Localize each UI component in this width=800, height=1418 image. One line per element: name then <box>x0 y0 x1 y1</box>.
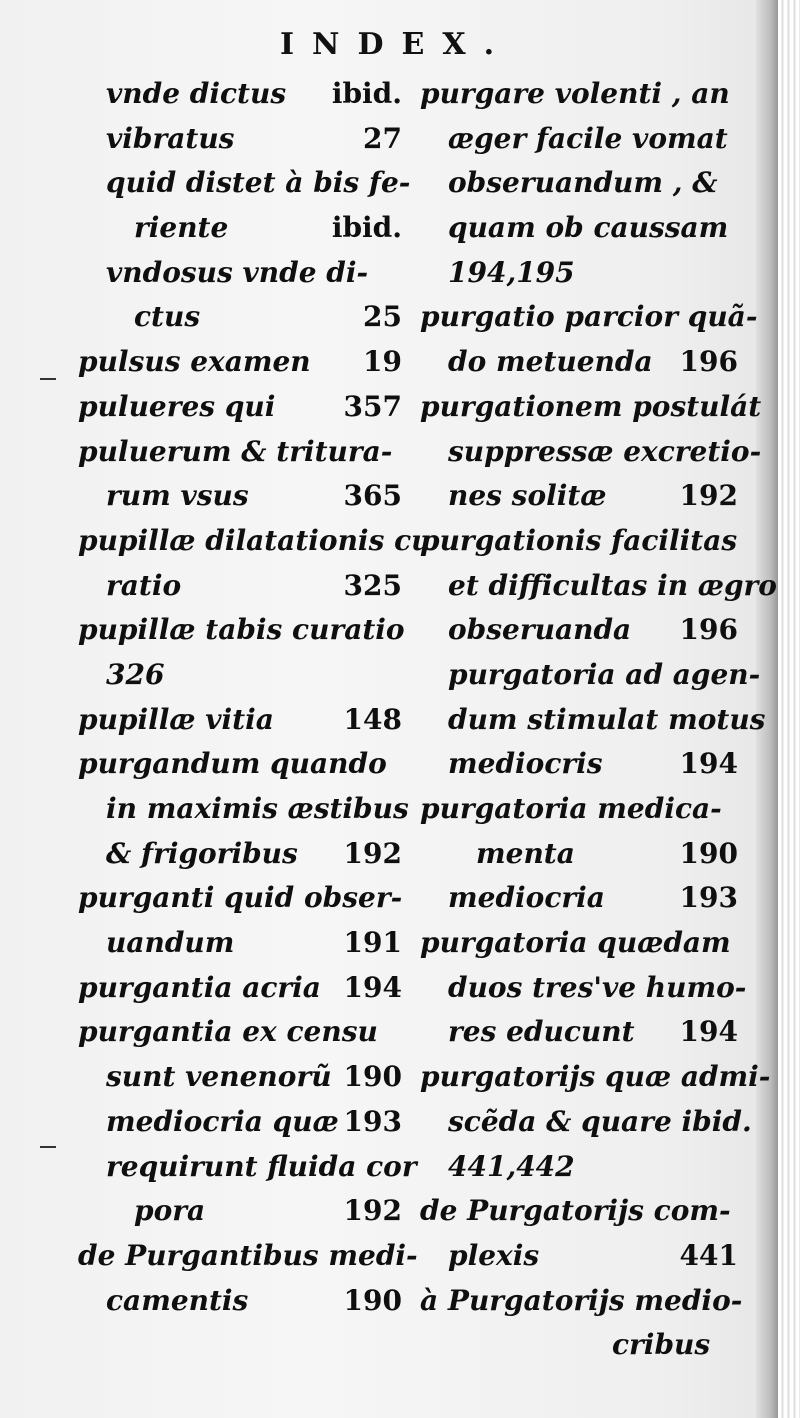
index-entry <box>412 72 738 117</box>
index-entry-text: pulueres qui <box>78 389 276 423</box>
index-entry-text: puluerum & tritura- <box>78 434 393 468</box>
index-entry <box>412 1234 738 1279</box>
index-entry-page: ibid. <box>331 77 402 110</box>
index-entry <box>412 742 738 787</box>
index-entry <box>70 608 405 653</box>
index-entry <box>412 206 738 251</box>
index-entry <box>412 474 738 519</box>
index-entry-page: 194 <box>343 970 402 1004</box>
index-entry <box>412 430 762 475</box>
index-entry <box>70 340 402 385</box>
index-entry <box>70 295 402 340</box>
index-entry <box>412 1279 743 1324</box>
index-entry-text: obseruanda <box>448 613 632 647</box>
index-entry <box>70 474 402 519</box>
index-entry-page: 148 <box>343 702 402 736</box>
index-entry-text: purgatorijs quæ admi- <box>420 1060 771 1094</box>
index-entry-page: ibid. <box>331 211 402 245</box>
index-entry-text: de Purgantibus medi- <box>78 1238 418 1272</box>
index-entry-page: 190 <box>679 836 738 870</box>
index-entry-text: riente <box>134 211 229 245</box>
index-entry-text: plexis <box>448 1238 540 1272</box>
index-entry-text: purgatoria quædam <box>420 926 731 960</box>
index-entry-text: suppressæ excretio- <box>448 434 762 468</box>
index-entry-text: et difficultas in ægro <box>448 568 777 602</box>
index-entry-page: 25 <box>363 300 402 334</box>
index-entry-page: 192 <box>343 1194 402 1228</box>
index-entry <box>70 787 409 832</box>
index-entry-page: 27 <box>363 121 402 155</box>
index-entry <box>412 161 738 206</box>
index-entry-text: mediocria quæ <box>106 1104 339 1138</box>
index-entry-page: 19 <box>363 345 402 379</box>
index-entry-text: dum stimulat motus <box>448 702 766 736</box>
index-entry-text: purgationis facilitas <box>420 523 738 557</box>
index-entry-text: mediocris <box>448 747 603 781</box>
index-entry <box>412 787 738 832</box>
index-entry-page: 190 <box>343 1060 402 1094</box>
index-entry-text: & frigoribus <box>106 836 298 870</box>
index-entry-text: pupillæ dilatationis cu <box>78 523 432 557</box>
index-entry-text: nes solitæ <box>448 479 607 513</box>
index-entry-text: purgandum quando <box>78 747 387 781</box>
index-entry-page: 192 <box>679 479 738 513</box>
page-edge-stack <box>778 0 800 1418</box>
index-entry-page: 191 <box>343 926 402 960</box>
index-entry <box>70 1010 402 1055</box>
index-entry <box>70 742 402 787</box>
index-entry <box>412 385 762 430</box>
index-entry-page: 365 <box>343 479 402 513</box>
index-entry-text: purgantia acria <box>78 970 321 1004</box>
index-entry-text: ctus <box>134 300 201 334</box>
index-entry <box>70 206 402 251</box>
index-entry <box>70 519 432 564</box>
index-entry-text: purgatoria medica- <box>420 792 722 825</box>
index-entry-text: menta <box>476 836 575 870</box>
index-entry-text: purgationem postulát <box>420 389 762 423</box>
index-entry <box>70 921 402 966</box>
index-entry-text: uandum <box>106 926 235 960</box>
index-entry <box>412 251 738 296</box>
index-entry-text: mediocria <box>448 881 605 915</box>
index-entry-text: quid distet à bis fe- <box>106 166 411 200</box>
index-entry <box>70 430 402 475</box>
index-entry <box>412 1010 738 1055</box>
index-entry-page: 192 <box>343 836 402 870</box>
index-entry <box>70 564 402 609</box>
index-entry-text: purganti quid obser- <box>78 881 403 915</box>
index-entry-text: do metuenda <box>448 345 653 379</box>
index-entry-text: 441,442 <box>448 1149 575 1183</box>
index-entry-page: 196 <box>679 345 738 379</box>
index-entry <box>412 966 747 1011</box>
index-entry-text: vndosus vnde di- <box>106 255 369 289</box>
index-entry-text: æger facile vomat <box>448 121 728 155</box>
index-entry <box>70 161 411 206</box>
margin-mark <box>40 378 56 380</box>
index-entry <box>412 653 761 698</box>
index-entry <box>412 1189 738 1234</box>
index-entry-text: vibratus <box>106 121 235 155</box>
index-entry-text: 194,195 <box>448 255 575 289</box>
index-entry <box>70 1234 418 1279</box>
index-entry <box>70 966 402 1011</box>
index-column-left <box>70 72 432 1412</box>
index-entry <box>412 921 738 966</box>
index-entry-page: 196 <box>679 613 738 647</box>
index-entry <box>412 1055 771 1100</box>
index-entry <box>70 251 402 296</box>
index-entry <box>412 608 738 653</box>
index-entry-text: pulsus examen <box>78 345 311 379</box>
index-entry <box>70 1279 402 1324</box>
index-entry-page: 357 <box>343 389 402 423</box>
index-entry-text: de Purgatorijs com- <box>420 1194 731 1228</box>
index-entry-text: duos tres've humo- <box>448 970 747 1004</box>
index-entry-text: pupillæ vitia <box>78 702 274 736</box>
index-entry <box>70 832 402 877</box>
index-entry-text: requirunt fluida cor <box>106 1149 417 1183</box>
index-entry-text: vnde dictus <box>106 77 287 110</box>
index-entry <box>70 72 402 117</box>
index-entry-text: sunt venenorũ <box>106 1060 332 1094</box>
index-entry-page: 325 <box>343 568 402 602</box>
index-entry <box>412 876 738 921</box>
index-entry-text: obseruandum , & <box>448 166 718 200</box>
index-entry-text: scẽda & quare ibid. <box>448 1104 752 1138</box>
index-entry <box>412 117 738 162</box>
index-entry-text: quam ob caussam <box>448 211 729 245</box>
margin-mark <box>40 1146 56 1148</box>
index-entry <box>412 564 777 609</box>
index-entry-page: 190 <box>343 1283 402 1317</box>
index-entry <box>70 1145 417 1190</box>
index-entry-text: camentis <box>106 1283 249 1317</box>
index-entry-text: purgatoria ad agen- <box>448 657 761 691</box>
index-entry <box>412 1100 752 1145</box>
index-column-right <box>412 72 777 1412</box>
index-entry <box>70 1189 402 1234</box>
index-entry <box>70 698 402 743</box>
index-entry-text: pora <box>134 1194 206 1228</box>
index-entry-page: 194 <box>679 747 738 781</box>
index-entry <box>70 1100 402 1145</box>
index-entry-text: purgare volenti , an <box>420 77 730 110</box>
index-entry-page: 441 <box>679 1238 738 1272</box>
index-entry <box>70 876 402 921</box>
index-entry-text: 326 <box>106 657 165 691</box>
index-entry <box>412 295 758 340</box>
index-entry-text: in maximis æstibus <box>106 792 409 825</box>
running-header: INDEX. <box>280 27 513 62</box>
index-entry <box>70 653 402 698</box>
index-entry <box>412 340 738 385</box>
index-entry-text: purgantia ex censu <box>78 1015 378 1049</box>
index-entry <box>412 832 738 877</box>
index-entry-text: res educunt <box>448 1015 635 1049</box>
index-entry-text: à Purgatorijs medio- <box>420 1283 743 1317</box>
index-entry <box>70 1055 402 1100</box>
index-entry <box>70 117 402 162</box>
index-entry-text: rum vsus <box>106 479 249 513</box>
index-entry <box>412 519 738 564</box>
index-entry-text: ratio <box>106 568 182 602</box>
index-entry <box>412 1145 738 1190</box>
index-entry <box>70 385 402 430</box>
index-entry-text: cribus <box>612 1328 711 1362</box>
index-entry-text: purgatio parcior quã- <box>420 300 758 334</box>
index-entry-text: pupillæ tabis curatio <box>78 613 405 647</box>
index-entry <box>412 698 766 743</box>
index-entry-page: 193 <box>679 881 738 915</box>
index-entry-page: 194 <box>679 1015 738 1049</box>
index-entry <box>412 1323 738 1368</box>
index-entry-page: 193 <box>343 1104 402 1138</box>
